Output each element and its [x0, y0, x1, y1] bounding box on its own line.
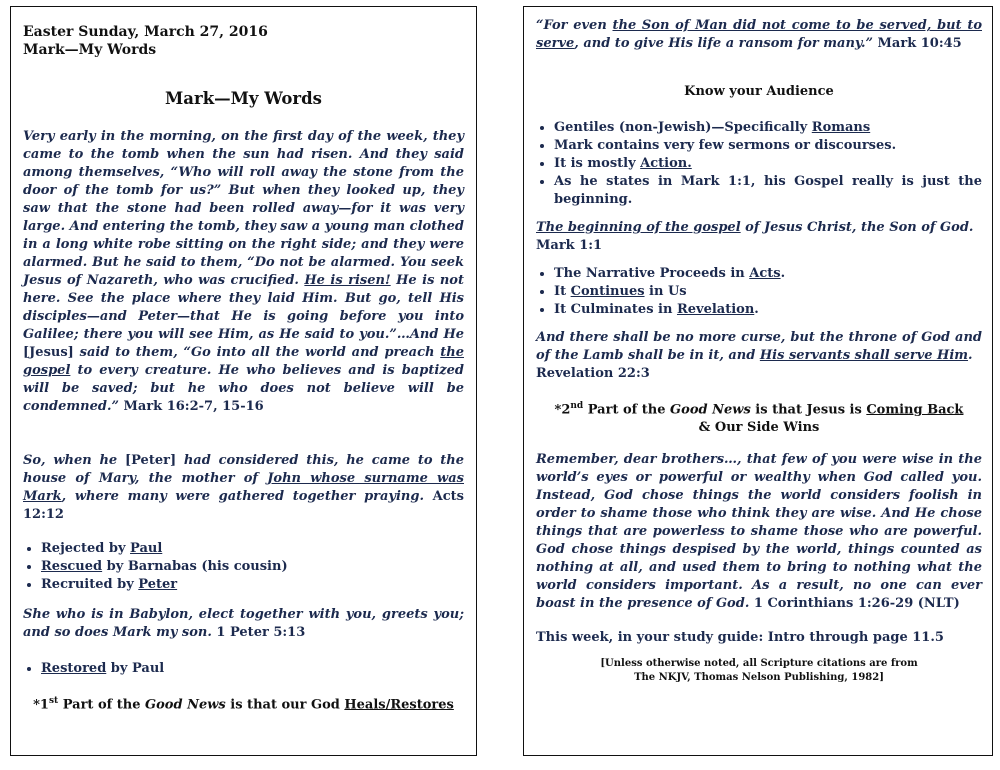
- list-item: • Mark contains very few sermons or discourses.: [554, 137, 982, 155]
- scripture-rev-22: And there shall be no more curse, but the throne of God and of the Lamb shall be in it, and His servants shall serve Him.: [536, 330, 982, 363]
- bullet-list-audience: [536, 119, 982, 209]
- list-item: • It Continues in Us: [554, 283, 982, 301]
- right-page: [523, 6, 993, 756]
- list-item: • Rescued by Barnabas (his cousin): [41, 558, 464, 576]
- bullet-list-mark: [23, 540, 464, 594]
- good-news-part-1: *1st Part of the Good News is that our God Heals/Restores: [33, 696, 454, 713]
- scripture-1-cor: Remember, dear brothers…, that few of you were wise in the world’s eyes or powerful or wealthy when God called you. Instead, God chose things the world considers foolish in order to shame those who think they are wise. And He chose things that are powerless to shame those who are powerful. God chose things despised by the world, things counted as nothing at all, and used them to bring to nothing what the world considers important. As a result, no one can ever boast in the presence of God. 1 Corinthians 1:26-29 (NLT): [536, 452, 982, 612]
- list-item: • As he states in Mark 1:1, his Gospel really is just the beginning.: [554, 173, 982, 209]
- citation-note-line1: [Unless otherwise noted, all Scripture citations are from: [600, 658, 918, 670]
- scripture-ref-rev-22: Revelation 22:3: [536, 366, 650, 381]
- bullet-list-restored: [23, 660, 464, 678]
- list-item: • Restored by Paul: [41, 660, 464, 678]
- scripture-mark-16: Very early in the morning, on the first day of the week, they came to the tomb when the sun had risen. And they said among themselves, “Who will roll away the stone from the door of the tomb for us?” But when they looked up, they saw that the stone had been rolled away—for it was very large. And entering the tomb, they saw a young man clothed in a long white robe sitting on the right side; and they were alarmed. But he said to them, “Do not be alarmed. You seek Jesus of Nazareth, who was crucified. He is risen! He is not here. See the place where they laid Him. But go, tell His disciples—and Peter—that He is going before you into Galilee; there you will see Him, as He said to you.”…And He [Jesus] said to them, “Go into all the world and preach the gospel to every creature. He who believes and is baptized will be saved; but he who does not believe will be condemned.” Mark 16:2-7, 15-16: [23, 129, 464, 414]
- left-page: [10, 6, 477, 756]
- good-news-part-2: *2nd Part of the Good News is that Jesus is Coming Back: [554, 401, 964, 418]
- list-item: • Recruited by Peter: [41, 576, 464, 594]
- good-news-part-2-line2: & Our Side Wins: [698, 420, 820, 436]
- series-line: Mark—My Words: [23, 42, 157, 58]
- bullet-list-narrative: [536, 265, 982, 319]
- section-heading: Know your Audience: [684, 84, 834, 99]
- list-item: • It is mostly Action.: [554, 155, 982, 173]
- list-item: • It Culminates in Revelation.: [554, 301, 982, 319]
- citation-note-line2: The NKJV, Thomas Nelson Publishing, 1982]: [634, 672, 884, 684]
- scripture-1-peter: She who is in Babylon, elect together with you, greets you; and so does Mark my son. 1 Peter 5:13: [23, 607, 464, 640]
- scripture-mark-10: “For even the Son of Man did not come to be served, but to serve, and to give His life a ransom for many.” Mark 10:45: [536, 18, 982, 51]
- page-title: Mark—My Words: [165, 89, 322, 108]
- list-item: • Gentiles (non-Jewish)—Specifically Romans: [554, 119, 982, 137]
- scripture-acts-12: So, when he [Peter] had considered this, he came to the house of Mary, the mother of John whose surname was Mark, where many were gathered together praying. Acts 12:12: [23, 453, 464, 522]
- study-guide-line: This week, in your study guide: Intro through page 11.5: [536, 630, 944, 646]
- list-item: • Rejected by Paul: [41, 540, 464, 558]
- scripture-mark-1: The beginning of the gospel of Jesus Christ, the Son of God.: [536, 220, 974, 235]
- list-item: • The Narrative Proceeds in Acts.: [554, 265, 982, 283]
- date-line: Easter Sunday, March 27, 2016: [23, 24, 268, 40]
- scripture-ref-mark-1: Mark 1:1: [536, 238, 603, 253]
